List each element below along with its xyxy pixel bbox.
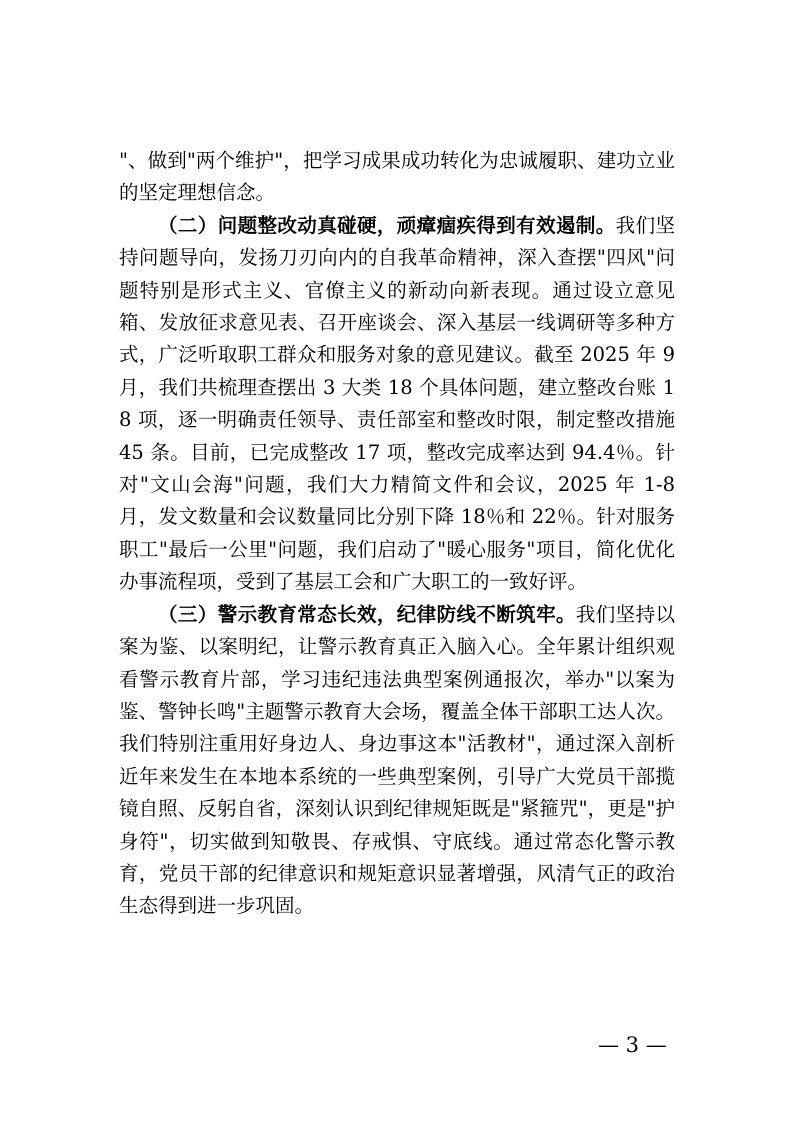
paragraph-2-text: 我们坚持问题导向，发扬刀刃向内的自我革命精神，深入查摆"四风"问题特别是形式主义、官僚主义的新动向新表现。通过设立意见箱、发放征求意见表、召开座谈会、深入基层一线调研等多种方式，广泛听取职工群众和服务对象的意见建议。截至 2025 年 9 月，我们共梳理查摆出 3 大类 18 个具体问题，建立整改台账 18 项，逐一明确责任领导、责任部室和整改时限，制定整改措施 45 条。目前，已完成整改 17 项，整改完成率达到 94.4％。针对"文山会海"问题，我们大力精简文件和会议，2025 年 1-8 月，发文数量和会议数量同比分别下降 18％和 22％。针对服务职工"最后一公里"问题，我们启动了"暖心服务"项目，简化优化办事流程项，受到了基层工会和广大职工的一致好评。	[119, 213, 675, 594]
paragraph-3-heading: （三）警示教育常态长效，纪律防线不断筑牢。	[158, 602, 576, 626]
paragraph-3-text: 我们坚持以案为鉴、以案明纪，让警示教育真正入脑入心。全年累计组织观看警示教育片部，学习违纪违法典型案例通报次，举办"以案为鉴、警钟长鸣"主题警示教育大会场，覆盖全体干部职工达人次。我们特别注重用好身边人、身边事这本"活教材"，通过深入剖析近年来发生在本地本系统的一些典型案例，引导广大党员干部揽镜自照、反躬自省，深刻认识到纪律规矩既是"紧箍咒"，更是"护身符"，切实做到知敬畏、存戒惧、守底线。通过常态化警示教育，党员干部的纪律意识和规矩意识显著增强，风清气正的政治生态得到进一步巩固。	[119, 602, 675, 918]
document-body	[119, 145, 675, 923]
paragraph-problem-rectification	[119, 210, 675, 599]
paragraph-1-text: "、做到"两个维护"，把学习成果成功转化为忠诚履职、建功立业的坚定理想信念。	[119, 149, 675, 205]
paragraph-2-heading: （二）问题整改动真碰硬，顽瘴痼疾得到有效遏制。	[158, 213, 616, 237]
paragraph-continuation	[119, 145, 675, 210]
paragraph-warning-education	[119, 599, 675, 923]
page-number: — 3 —	[598, 1033, 667, 1057]
